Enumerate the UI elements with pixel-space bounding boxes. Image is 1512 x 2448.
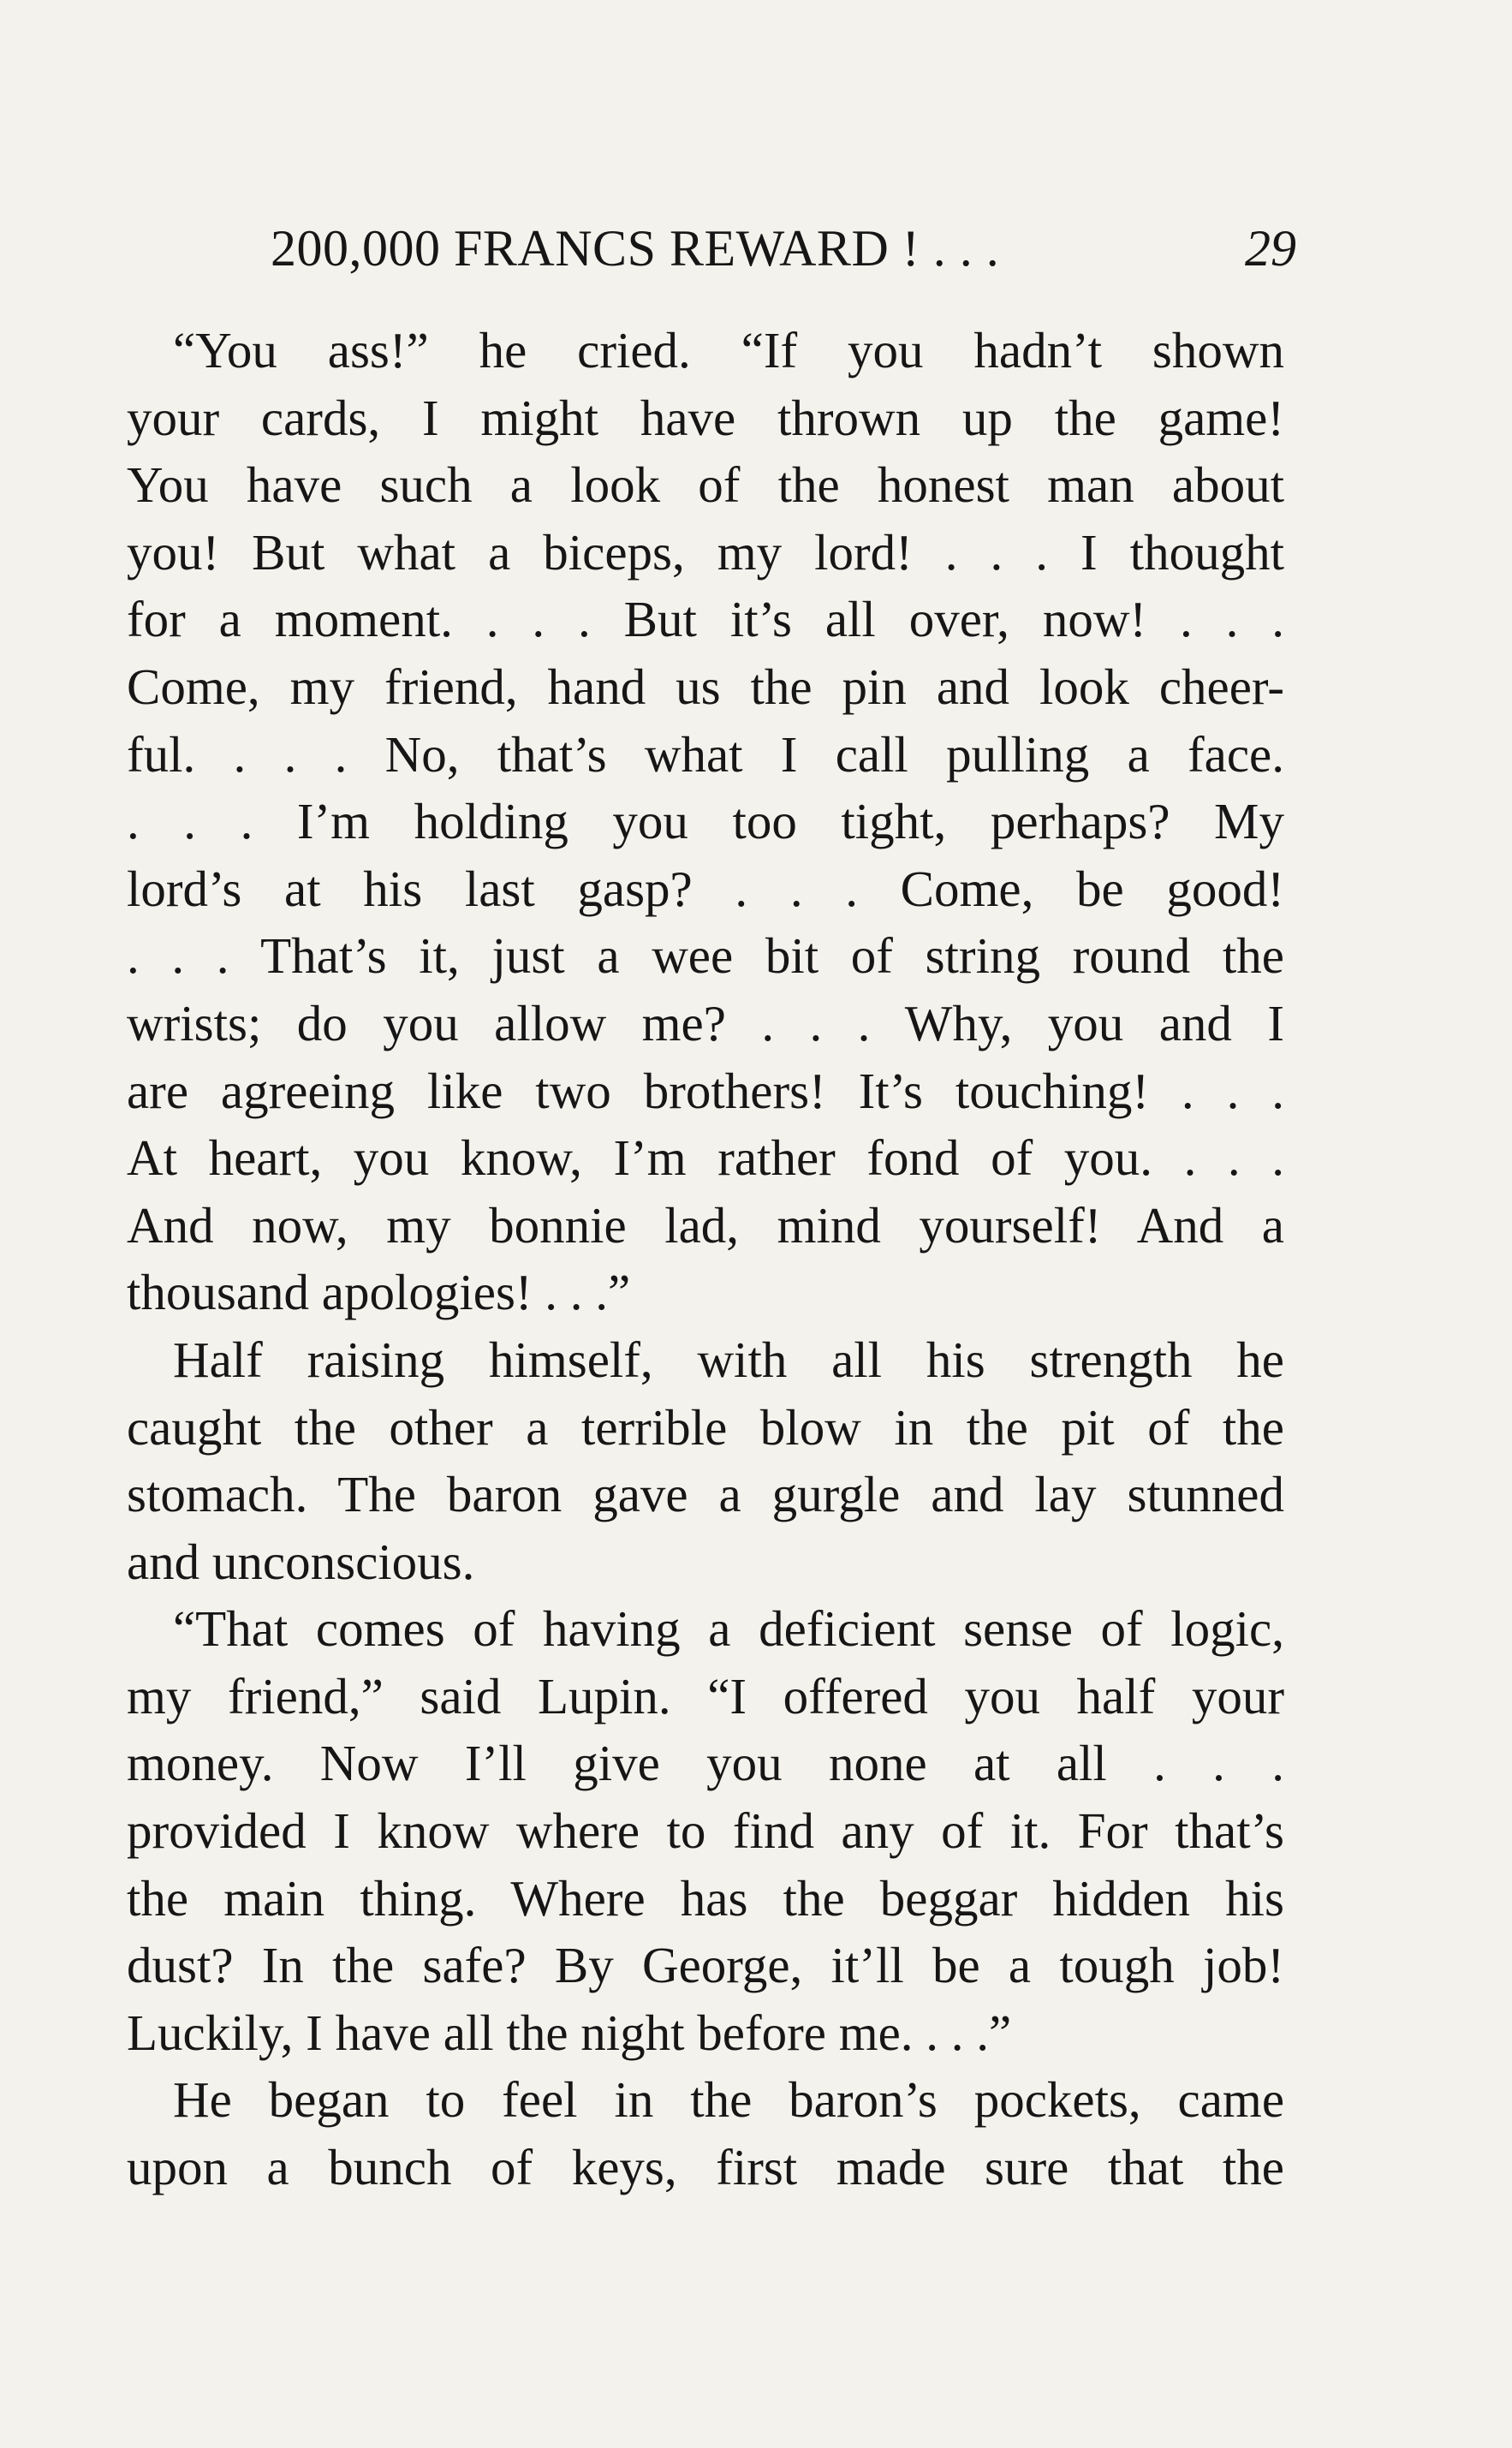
text-line: upon a bunch of keys, first made sure that the (127, 2139, 1284, 2196)
text-line: “That comes of having a deficient sense of logic, (173, 1600, 1284, 1658)
text-line: lord’s at his last gasp? . . . Come, be good! (127, 860, 1284, 917)
text-line: provided I know where to find any of it. For that’s (127, 1802, 1284, 1860)
body-text (127, 317, 1284, 2201)
text-line: Half raising himself, with all his strength he (173, 1331, 1284, 1388)
text-line: . . . That’s it, just a wee bit of string round the (127, 927, 1284, 985)
running-title: 200,000 FRANCS REWARD ! . . . (271, 220, 1000, 277)
text-line: ful. . . . No, that’s what I call pulling a face. (127, 725, 1284, 783)
page-header (229, 214, 1296, 283)
text-line: my friend,” said Lupin. “I offered you half your (127, 1667, 1284, 1724)
text-line: And now, my bonnie lad, mind yourself! And a (127, 1196, 1284, 1254)
text-line: Luckily, I have all the night before me. . . .” (127, 2004, 1012, 2061)
text-line: are agreeing like two brothers! It’s touching! . . . (127, 1062, 1284, 1119)
text-line: the main thing. Where has the beggar hidden his (127, 1869, 1284, 1927)
text-line: you! But what a biceps, my lord! . . . I thought (127, 523, 1284, 581)
text-line: your cards, I might have thrown up the game! (127, 389, 1284, 446)
text-line: . . . I’m holding you too tight, perhaps? My (127, 793, 1284, 850)
text-line: You have such a look of the honest man about (127, 456, 1284, 514)
text-line: for a moment. . . . But it’s all over, now! . . . (127, 591, 1284, 648)
text-line: and unconscious. (127, 1533, 475, 1590)
text-line: At heart, you know, I’m rather fond of you. . . . (127, 1129, 1284, 1187)
text-line: money. Now I’ll give you none at all . . . (127, 1735, 1284, 1792)
text-line: wrists; do you allow me? . . . Why, you and I (127, 994, 1284, 1051)
text-line: caught the other a terrible blow in the pit of the (127, 1398, 1284, 1456)
text-line: dust? In the safe? By George, it’ll be a tough job! (127, 1937, 1284, 1994)
text-line: “You ass!” he cried. “If you hadn’t shown (173, 322, 1284, 378)
text-line: thousand apologies! . . .” (127, 1264, 631, 1321)
text-line: He began to feel in the baron’s pockets, came (173, 2071, 1284, 2129)
text-line: Come, my friend, hand us the pin and look cheer- (127, 658, 1284, 715)
page-number: 29 (1245, 220, 1296, 277)
text-line: stomach. The baron gave a gurgle and lay stunned (127, 1466, 1284, 1523)
